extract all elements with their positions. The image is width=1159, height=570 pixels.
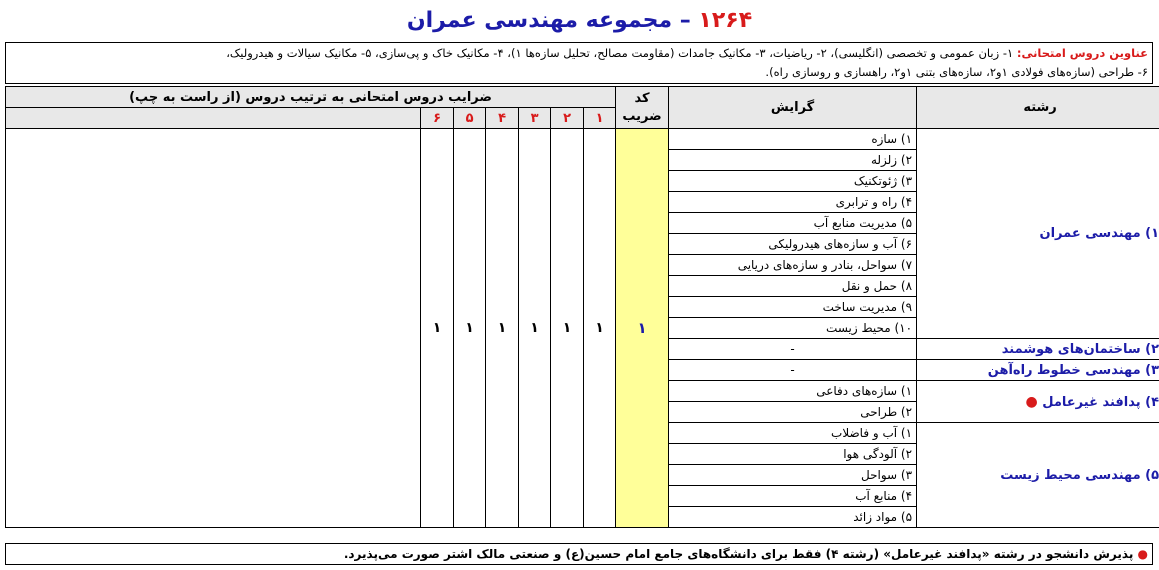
orientation-item: ۵) مدیریت منابع آب	[669, 213, 917, 234]
coefficients-table	[5, 86, 1159, 528]
header-code-line2: ضریب	[622, 108, 662, 124]
orientation-item: ۲) زلزله	[669, 150, 917, 171]
header-field: رشته	[917, 87, 1159, 129]
orientation-item: ۲) طراحی	[669, 402, 917, 423]
orientation-item: -	[669, 339, 917, 360]
course-number: ۱	[584, 108, 616, 129]
blank-area	[6, 129, 421, 528]
group-name: مجموعه مهندسی عمران	[406, 8, 673, 33]
table-header-row-1	[6, 87, 1159, 108]
exam-courses-text1: ۱- زبان عمومی و تخصصی (انگلیسی)، ۲- ریاضیات، ۳- مکانیک جامدات (مقاومت مصالح، تحلیل سازه‌ها ۱)، ۴- مکانیک خاک و پی‌سازی، ۵- مکانیک سیالات و هیدرولیک،	[226, 46, 1017, 60]
exam-courses-box	[5, 42, 1153, 84]
orientation-item: ۸) حمل و نقل	[669, 276, 917, 297]
footnote	[5, 543, 1153, 565]
coef-value: ۱	[454, 129, 486, 528]
orientation-item: ۴) منابع آب	[669, 486, 917, 507]
orientation-item: ۱۰) محیط زیست	[669, 318, 917, 339]
orientation-item: ۹) مدیریت ساخت	[669, 297, 917, 318]
title-dash: –	[679, 8, 691, 33]
orientation-item: ۲) آلودگی هوا	[669, 444, 917, 465]
orientation-item: ۳) ژئوتکنیک	[669, 171, 917, 192]
course-number: ۶	[421, 108, 454, 129]
exam-courses-line2: ۶- طراحی (سازه‌های فولادی ۱و۲، سازه‌های بتنی ۱و۲، راهسازی و روسازی راه).	[765, 65, 1148, 79]
coef-value: ۱	[584, 129, 616, 528]
field-railway: ۳) مهندسی خطوط راه‌آهن	[917, 360, 1159, 381]
footnote-marker: ●	[1137, 547, 1148, 561]
course-number: ۲	[551, 108, 584, 129]
page-title	[0, 4, 1159, 38]
course-number: ۴	[486, 108, 519, 129]
exam-courses-lead: عناوین دروس امتحانی:	[1016, 46, 1148, 60]
coef-code-value: ۱	[616, 129, 669, 528]
field-passive-defense	[917, 381, 1159, 423]
field-environmental: ۵) مهندسی محیط زیست	[917, 423, 1159, 528]
orientation-item: ۳) سواحل	[669, 465, 917, 486]
field-passive-defense-label: ۴) پدافند غیرعامل	[1042, 394, 1159, 410]
header-coefficients: ضرایب دروس امتحانی به ترتیب دروس (از راست به چپ)	[6, 87, 616, 108]
header-code	[616, 87, 669, 129]
header-blank	[6, 108, 421, 129]
group-code: ۱۲۶۴	[698, 8, 753, 33]
course-number: ۵	[454, 108, 486, 129]
orientation-item: ۴) راه و ترابری	[669, 192, 917, 213]
coef-value: ۱	[486, 129, 519, 528]
orientation-item: ۱) آب و فاضلاب	[669, 423, 917, 444]
orientation-item: ۶) آب و سازه‌های هیدرولیکی	[669, 234, 917, 255]
table-row	[6, 129, 1159, 150]
field-smart-buildings: ۲) ساختمان‌های هوشمند	[917, 339, 1159, 360]
orientation-item: ۵) مواد زائد	[669, 507, 917, 528]
footnote-text: پذیرش دانشجو در رشته «پدافند غیرعامل» (رشته ۴) فقط برای دانشگاه‌های جامع امام حسین(ع) و صنعتی مالک اشتر صورت می‌پذیرد.	[343, 547, 1138, 561]
exam-courses-line1	[10, 44, 1148, 63]
coef-value: ۱	[551, 129, 584, 528]
orientation-item: ۷) سواحل، بنادر و سازه‌های دریایی	[669, 255, 917, 276]
coef-value: ۱	[519, 129, 551, 528]
orientation-item: ۱) سازه‌های دفاعی	[669, 381, 917, 402]
course-number: ۳	[519, 108, 551, 129]
field-civil: ۱) مهندسی عمران	[917, 129, 1159, 339]
orientation-item: ۱) سازه	[669, 129, 917, 150]
coef-value: ۱	[421, 129, 454, 528]
header-code-line1: کد	[634, 90, 650, 106]
marker-dot: ●	[1025, 393, 1038, 410]
header-orientation: گرایش	[669, 87, 917, 129]
orientation-item: -	[669, 360, 917, 381]
